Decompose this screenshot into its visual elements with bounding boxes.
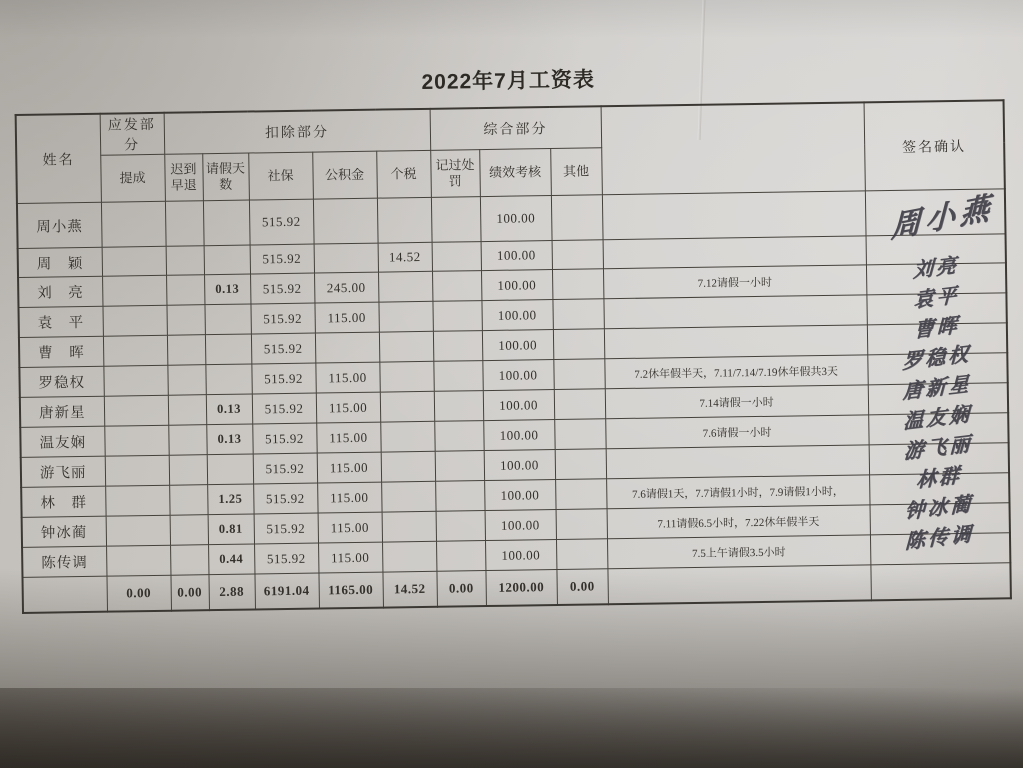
commission-cell: 0.00 [106, 575, 171, 611]
late-early-cell [167, 365, 205, 396]
leave-days-cell: 0.81 [208, 514, 254, 545]
social-insurance-cell: 515.92 [251, 333, 315, 364]
performance-cell: 100.00 [480, 196, 552, 242]
other-cell [555, 479, 606, 510]
commission-cell [105, 455, 169, 486]
income-tax-cell [382, 541, 437, 572]
handwritten-signature: 游飞丽 [903, 431, 974, 464]
social-insurance-cell: 515.92 [254, 543, 318, 574]
demerit-penalty-cell: 0.00 [437, 571, 487, 607]
commission-cell [102, 305, 166, 336]
col-header-late-early: 迟到早退 [164, 154, 203, 202]
other-cell: 0.00 [557, 569, 609, 605]
other-cell [554, 419, 605, 450]
demerit-penalty-cell [433, 301, 482, 332]
performance-cell: 100.00 [485, 540, 556, 571]
commission-cell [106, 545, 170, 576]
leave-days-cell [207, 454, 253, 485]
income-tax-cell [380, 421, 435, 452]
housing-fund-cell: 115.00 [316, 422, 380, 453]
desk-shadow [0, 688, 1023, 768]
social-insurance-cell: 515.92 [252, 393, 316, 424]
social-insurance-cell: 515.92 [250, 303, 314, 334]
other-cell [553, 359, 604, 390]
social-insurance-cell: 6191.04 [254, 573, 319, 609]
remark-cell: 7.6请假1天，7.7请假1小时，7.9请假1小时， [606, 475, 869, 509]
social-insurance-cell: 515.92 [250, 273, 314, 304]
late-early-cell [166, 305, 204, 336]
performance-cell: 100.00 [483, 420, 554, 451]
late-early-cell [166, 246, 204, 276]
social-insurance-cell: 515.92 [254, 513, 318, 544]
other-cell [554, 389, 605, 420]
housing-fund-cell: 115.00 [317, 452, 381, 483]
employee-name-cell: 曹 晖 [19, 336, 103, 367]
demerit-penalty-cell [436, 541, 485, 572]
income-tax-cell [379, 331, 434, 362]
remark-cell: 7.6请假一小时 [605, 415, 868, 449]
employee-name-cell: 钟冰蔺 [22, 516, 106, 547]
col-header-social-insurance: 社保 [248, 152, 313, 200]
remark-cell [606, 445, 869, 479]
late-early-cell [165, 201, 204, 247]
leave-days-cell [203, 200, 250, 246]
housing-fund-cell: 115.00 [317, 482, 381, 513]
housing-fund-cell [315, 332, 379, 363]
group-header-comprehensive: 综合部分 [430, 106, 602, 150]
housing-fund-cell: 115.00 [315, 362, 379, 393]
late-early-cell: 0.00 [170, 575, 209, 611]
other-cell [552, 269, 603, 300]
income-tax-cell: 14.52 [382, 571, 437, 607]
demerit-penalty-cell [432, 271, 481, 302]
demerit-penalty-cell [435, 451, 484, 482]
leave-days-cell: 2.88 [208, 574, 255, 610]
remark-cell [602, 191, 866, 240]
housing-fund-cell [313, 198, 378, 244]
leave-days-cell: 0.44 [208, 544, 254, 575]
employee-name-cell: 林 群 [21, 486, 105, 517]
commission-cell [106, 515, 170, 546]
performance-cell: 100.00 [482, 330, 553, 361]
demerit-penalty-cell [436, 511, 485, 542]
leave-days-cell [205, 334, 251, 365]
other-cell [552, 240, 603, 270]
income-tax-cell: 14.52 [378, 242, 432, 272]
handwritten-signature: 唐新星 [902, 371, 973, 404]
demerit-penalty-cell [432, 242, 481, 272]
col-header-housing-fund: 公积金 [312, 151, 377, 199]
commission-cell [101, 201, 166, 247]
handwritten-signature: 罗稳权 [902, 341, 972, 374]
other-cell [556, 539, 607, 570]
handwritten-signature: 周小燕 [890, 189, 996, 246]
housing-fund-cell: 1165.00 [318, 572, 383, 608]
housing-fund-cell: 115.00 [314, 302, 378, 333]
signature-cell [870, 563, 1011, 601]
handwritten-signature: 温友娴 [903, 401, 973, 434]
leave-days-cell [204, 304, 250, 335]
handwritten-signature: 钟冰蔺 [904, 491, 975, 524]
col-header-leave-days: 请假天数 [202, 153, 249, 201]
late-early-cell [167, 335, 205, 366]
housing-fund-cell: 115.00 [316, 392, 380, 423]
employee-name-cell: 唐新星 [20, 396, 104, 427]
remark-cell: 7.12请假一小时 [603, 265, 866, 299]
performance-cell: 100.00 [483, 390, 554, 421]
remark-cell [604, 295, 867, 329]
income-tax-cell [381, 481, 436, 512]
late-early-cell [169, 455, 207, 486]
signature-cell [865, 189, 1006, 246]
employee-name-cell: 温友娴 [20, 426, 104, 457]
header-group-row [16, 100, 1005, 156]
employee-name-cell: 游飞丽 [21, 456, 105, 487]
commission-cell [102, 275, 166, 306]
performance-cell: 100.00 [484, 450, 555, 481]
employee-name-cell: 刘 亮 [18, 276, 102, 307]
signature-cell [870, 521, 1010, 565]
remark-cell: 7.11请假6.5小时，7.22休年假半天 [607, 505, 870, 539]
income-tax-cell [382, 511, 437, 542]
performance-cell: 100.00 [482, 300, 553, 331]
group-header-deductions: 扣除部分 [164, 109, 431, 154]
leave-days-cell: 0.13 [206, 394, 252, 425]
salary-table [15, 99, 1012, 614]
social-insurance-cell: 515.92 [252, 423, 316, 454]
table-header [16, 100, 1005, 203]
handwritten-signature: 曹晖 [913, 312, 960, 343]
income-tax-cell [380, 391, 435, 422]
leave-days-cell: 1.25 [207, 484, 253, 515]
leave-days-cell [205, 364, 251, 395]
commission-cell [103, 335, 167, 366]
demerit-penalty-cell [433, 331, 482, 362]
social-insurance-cell: 515.92 [253, 483, 317, 514]
income-tax-cell [379, 361, 434, 392]
social-insurance-cell: 515.92 [249, 199, 314, 245]
performance-cell: 100.00 [482, 360, 553, 391]
social-insurance-cell: 515.92 [250, 244, 314, 274]
income-tax-cell [377, 197, 432, 243]
performance-cell: 1200.00 [486, 570, 558, 607]
commission-cell [104, 425, 168, 456]
other-cell [553, 329, 604, 360]
leave-days-cell: 0.13 [206, 424, 252, 455]
demerit-penalty-cell [435, 481, 484, 512]
col-header-name: 姓名 [16, 114, 101, 204]
late-early-cell [166, 275, 204, 306]
commission-cell [102, 246, 166, 276]
employee-name-cell [22, 576, 107, 613]
other-cell [552, 299, 603, 330]
housing-fund-cell: 115.00 [318, 542, 382, 573]
commission-cell [103, 365, 167, 396]
performance-cell: 100.00 [481, 241, 552, 271]
late-early-cell [168, 395, 206, 426]
employee-name-cell: 周小燕 [17, 202, 102, 248]
remark-cell: 7.2休年假半天，7.11/7.14/7.19休年假共3天 [604, 355, 867, 389]
income-tax-cell [378, 271, 433, 302]
housing-fund-cell: 115.00 [318, 512, 382, 543]
paper-sheet [14, 57, 1017, 614]
other-cell [551, 195, 603, 241]
col-header-other: 其他 [550, 148, 602, 196]
housing-fund-cell [314, 243, 378, 273]
handwritten-signature: 陈传调 [905, 521, 975, 554]
employee-name-cell: 周 颖 [18, 247, 102, 277]
income-tax-cell [381, 451, 436, 482]
other-cell [555, 449, 606, 480]
remark-cell: 7.5上午请假3.5小时 [607, 535, 870, 569]
col-header-demerit-penalty: 记过处罚 [430, 150, 480, 198]
leave-days-cell [204, 245, 250, 275]
late-early-cell [170, 515, 208, 546]
late-early-cell [170, 545, 208, 576]
demerit-penalty-cell [433, 361, 482, 392]
performance-cell: 100.00 [481, 270, 552, 301]
income-tax-cell [378, 301, 433, 332]
remark-cell [608, 565, 871, 604]
demerit-penalty-cell [434, 421, 483, 452]
table-body [17, 189, 1011, 578]
employee-name-cell: 罗稳权 [19, 366, 103, 397]
employee-name-cell: 陈传调 [22, 546, 106, 577]
demerit-penalty-cell [431, 197, 481, 243]
remark-cell [603, 236, 866, 269]
page-title: 2022年7月工资表 [421, 68, 596, 94]
handwritten-signature: 刘亮 [912, 252, 960, 283]
demerit-penalty-cell [434, 391, 483, 422]
commission-cell [104, 395, 168, 426]
col-header-signature: 签名确认 [864, 100, 1005, 191]
group-header-payable: 应发部分 [100, 113, 165, 155]
late-early-cell [169, 485, 207, 516]
performance-cell: 100.00 [485, 510, 556, 541]
employee-name-cell: 袁 平 [18, 306, 102, 337]
col-header-commission: 提成 [100, 154, 165, 202]
col-header-performance: 绩效考核 [479, 149, 551, 197]
remark-cell [604, 325, 867, 359]
performance-cell: 100.00 [484, 480, 555, 511]
leave-days-cell: 0.13 [204, 274, 250, 305]
col-header-remarks [601, 102, 865, 194]
col-header-income-tax: 个税 [376, 150, 431, 198]
late-early-cell [168, 425, 206, 456]
commission-cell [105, 485, 169, 516]
social-insurance-cell: 515.92 [251, 363, 315, 394]
handwritten-signature: 林群 [915, 462, 963, 493]
social-insurance-cell: 515.92 [253, 453, 317, 484]
other-cell [556, 509, 607, 540]
handwritten-signature: 袁平 [912, 282, 960, 313]
housing-fund-cell: 245.00 [314, 272, 378, 303]
remark-cell: 7.14请假一小时 [605, 385, 868, 419]
